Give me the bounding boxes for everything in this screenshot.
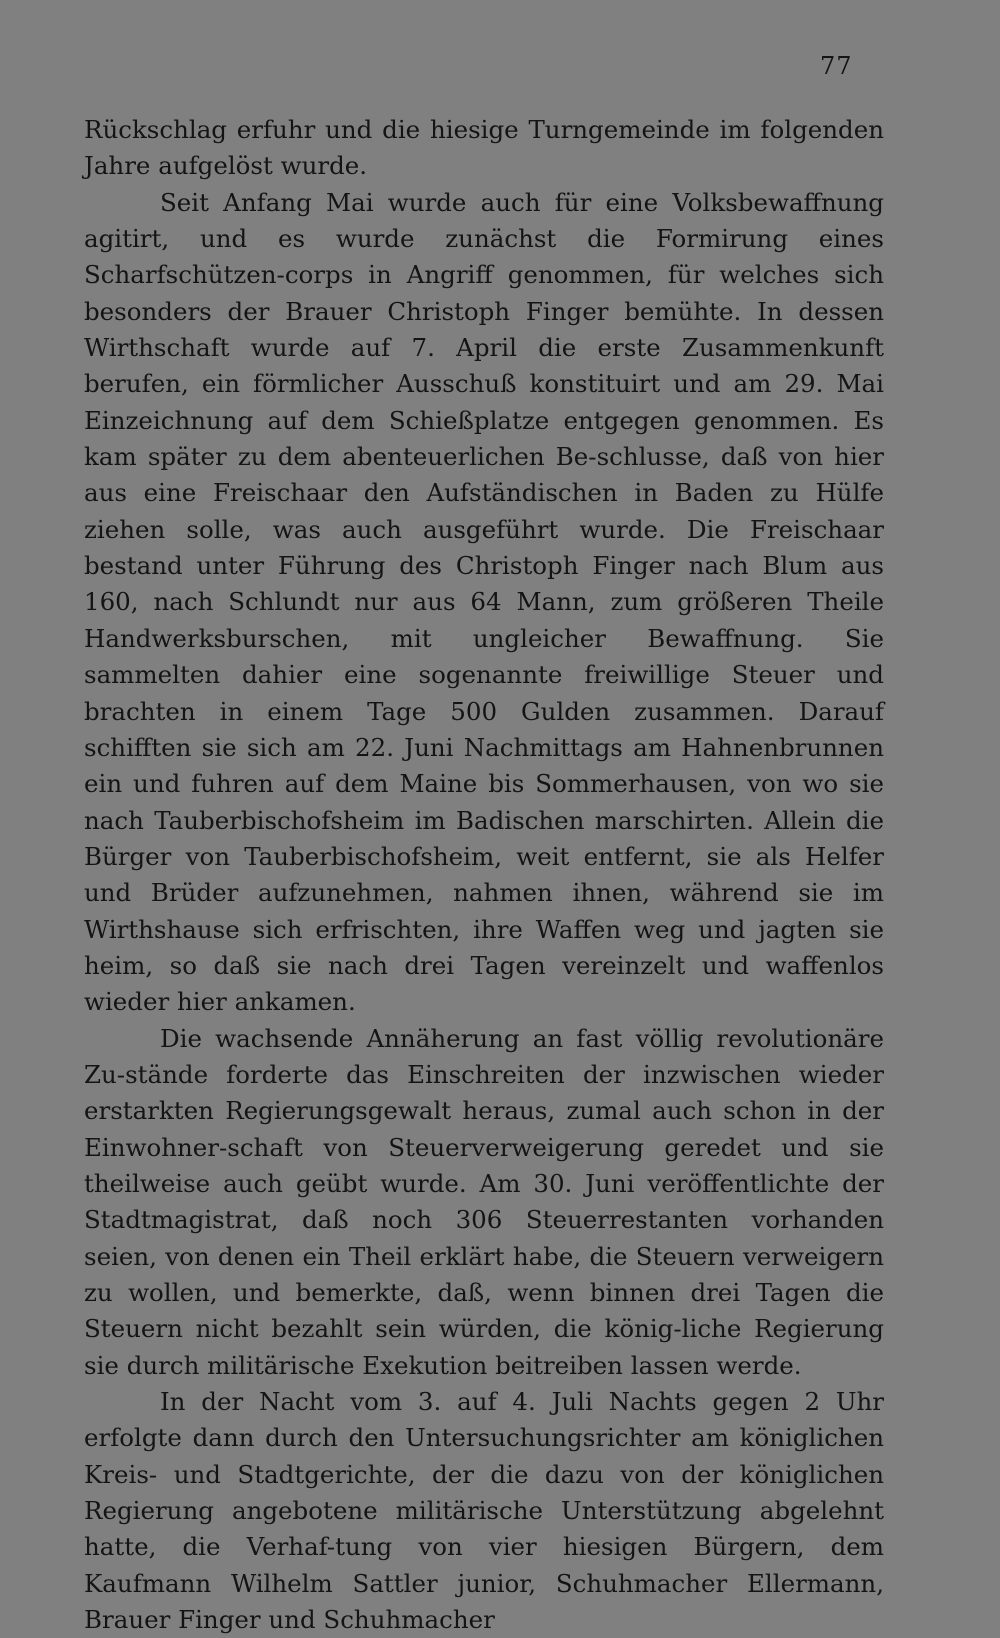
paragraph-volksbewaffnung: Seit Anfang Mai wurde auch für eine Volksbewaffnung agitirt, und es wurde zunächst die Formirung eines Scharfschützen-corps in Angriff genommen, für welches sich besonders der Brauer Christoph Finger bemühte. In dessen Wirthschaft wurde auf 7. April die erste Zusammenkunft berufen, ein förmlicher Ausschuß konstituirt und am 29. Mai Einzeichnung auf dem Schießplatze entgegen genommen. Es kam später zu dem abenteuerlichen Be-schlusse, daß von hier aus eine Freischaar den Aufständischen in Baden zu Hülfe ziehen solle, was auch ausgeführt wurde. Die Freischaar bestand unter Führung des Christoph Finger nach Blum aus 160, nach Schlundt nur aus 64 Mann, zum größeren Theile Handwerksburschen, mit ungleicher Bewaffnung. Sie sammelten dahier eine sogenannte freiwillige Steuer und brachten in einem Tage 500 Gulden zusammen. Darauf schifften sie sich am 22. Juni Nachmittags am Hahnenbrunnen ein und fuhren auf dem Maine bis Sommerhausen, von wo sie nach Tauberbischofsheim im Badischen marschirten. Allein die Bürger von Tauberbischofsheim, weit entfernt, sie als Helfer und Brüder aufzunehmen, nahmen ihnen, während sie im Wirthshause sich erfrischten, ihre Waffen weg und jagten sie heim, so daß sie nach drei Tagen vereinzelt und waffenlos wieder hier ankamen. (84, 187, 884, 1017)
paragraph-regierungsgewalt: Die wachsende Annäherung an fast völlig revolutionäre Zu-stände forderte das Einschreiten der inzwischen wieder erstarkten Regierungsgewalt heraus, zumal auch schon in der Einwohner-schaft von Steuerverweigerung geredet und sie theilweise auch geübt wurde. Am 30. Juni veröffentlichte der Stadtmagistrat, daß noch 306 Steuerrestanten vorhanden seien, von denen ein Theil erklärt habe, die Steuern verweigern zu wollen, und bemerkte, daß, wenn binnen drei Tagen die Steuern nicht bezahlt sein würden, die könig-liche Regierung sie durch militärische Exekution beitreiben lassen werde. (84, 1023, 884, 1380)
page-number: 77 (820, 52, 853, 80)
paragraph-verhaftung: In der Nacht vom 3. auf 4. Juli Nachts gegen 2 Uhr erfolgte dann durch den Untersuchungsrichter am königlichen Kreis- und Stadtgerichte, der die dazu von der königlichen Regierung angebotene militärische Unterstützung abgelehnt hatte, die Verhaf-tung von vier hiesigen Bürgern, dem Kaufmann Wilhelm Sattler junior, Schuhmacher Ellermann, Brauer Finger und Schuhmacher (84, 1387, 884, 1635)
body-text (84, 112, 884, 1638)
paragraph-continuation: Rückschlag erfuhr und die hiesige Turngemeinde im folgenden Jahre aufgelöst wurde. (84, 115, 884, 181)
